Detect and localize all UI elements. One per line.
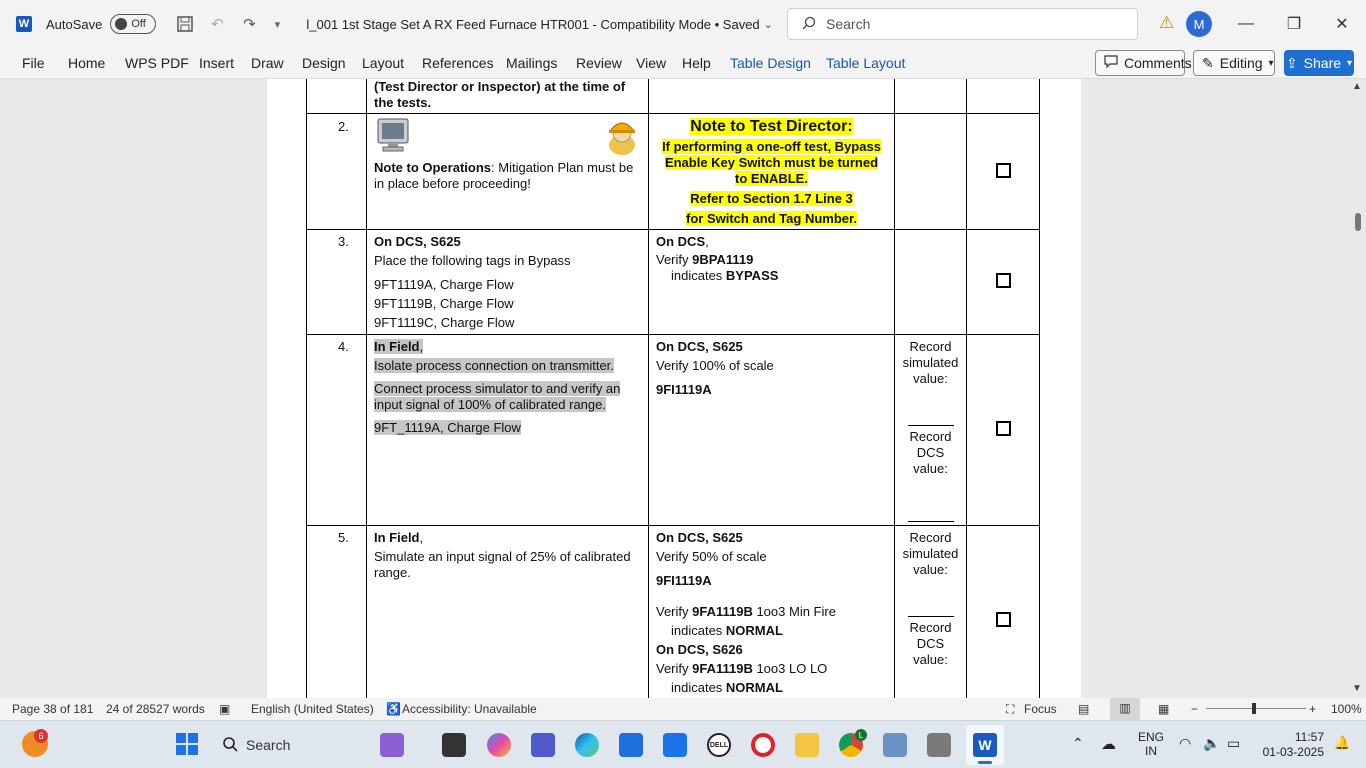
director-note-line: If performing a one-off test, Bypass <box>662 139 881 154</box>
scroll-thumb[interactable] <box>1355 213 1361 231</box>
row2-action <box>374 160 642 192</box>
tab-insert[interactable]: Insert <box>199 55 235 71</box>
comments-label: Comments <box>1124 55 1192 71</box>
table-col-divider <box>648 79 649 698</box>
table-border-right <box>1039 79 1040 698</box>
director-note-line: for Switch and Tag Number. <box>686 211 857 226</box>
web-layout-icon[interactable]: ▦ <box>1158 702 1170 716</box>
proofing-icon[interactable]: ▣ <box>219 702 231 716</box>
status-bar <box>0 698 1366 720</box>
verify-prefix: Verify <box>656 604 693 619</box>
action-line: Isolate process connection on transmitter. <box>374 358 614 373</box>
chevron-down-icon: ▾ <box>1268 57 1274 69</box>
action-line: range. <box>374 565 411 580</box>
row-number: 5. <box>338 530 349 545</box>
zoom-out-icon[interactable]: − <box>1191 702 1199 716</box>
row-number: 2. <box>338 119 349 134</box>
director-note-line: to ENABLE. <box>735 171 808 186</box>
row-number: 3. <box>338 234 349 249</box>
autosave-state: Off <box>131 18 146 30</box>
battery-icon[interactable]: ▭ <box>1227 735 1241 751</box>
row2-verify <box>655 118 888 227</box>
record-label: Record <box>909 530 952 545</box>
vertical-scrollbar[interactable] <box>1350 79 1366 698</box>
note-to-test-director-title: Note to Test Director: <box>690 118 853 135</box>
store-icon[interactable] <box>619 733 643 757</box>
notifications-bell-icon[interactable]: 🔔 <box>1334 735 1351 750</box>
focus-icon: ⛶ <box>1006 702 1015 716</box>
row4-action: In Field, Isolate process connection on transmitter. Connect process simulator to and verify an input signal of 100% of calibrated range. 9FT_1119A, Charge Flow <box>374 339 621 435</box>
step-checkbox[interactable] <box>996 612 1011 627</box>
verify-tag: 9FI1119A <box>656 382 712 397</box>
share-label: Share <box>1303 55 1342 71</box>
row5-verify <box>656 530 888 696</box>
title-chevron-down-icon[interactable]: ⌄ <box>763 18 773 31</box>
volume-icon[interactable]: 🔈 <box>1203 735 1221 751</box>
word-count[interactable]: 24 of 28527 words <box>106 702 205 716</box>
avatar[interactable]: M <box>1186 11 1212 37</box>
row-number: 4. <box>338 339 349 354</box>
network-app-icon[interactable] <box>883 733 907 757</box>
tab-home[interactable]: Home <box>68 55 106 71</box>
table-col-divider <box>966 79 967 698</box>
edge-icon[interactable] <box>575 733 599 757</box>
verify-suffix: 1oo3 Min Fire <box>752 604 836 619</box>
tab-file[interactable]: File <box>22 55 45 71</box>
date: 01-03-2025 <box>1262 745 1324 759</box>
document-area[interactable] <box>0 79 1366 698</box>
tag-line: 9FT1119B, Charge Flow <box>374 296 514 311</box>
teams-icon[interactable] <box>531 733 555 757</box>
table-col-divider <box>366 79 367 698</box>
row3-action <box>374 234 642 331</box>
undo-icon[interactable]: ↶ <box>211 16 224 33</box>
record-label: DCS <box>916 445 945 460</box>
director-note-line: Enable Key Switch must be turned <box>664 155 879 170</box>
maximize-icon[interactable]: ❐ <box>1286 16 1302 33</box>
tab-table-design[interactable]: Table Design <box>730 55 811 71</box>
computer-monitor-icon <box>375 117 411 156</box>
verify-state: BYPASS <box>725 268 779 283</box>
record-label: Record <box>909 620 952 635</box>
verify-title: On DCS, S626 <box>656 642 743 657</box>
step-checkbox[interactable] <box>996 421 1011 436</box>
director-note-line: Refer to Section 1.7 Line 3 <box>690 191 853 206</box>
hard-hat-worker-icon <box>603 115 641 160</box>
minimize-icon[interactable]: — <box>1238 15 1254 32</box>
remote-app-icon[interactable] <box>663 733 687 757</box>
note-to-operations-label: Note to Operations <box>374 160 492 175</box>
focus-mode[interactable]: Focus <box>1024 702 1057 716</box>
verify-state: NORMAL <box>725 680 783 695</box>
record-dcs-value <box>896 429 965 477</box>
verify-prefix: indicates <box>671 623 726 638</box>
share-button[interactable] <box>1284 50 1354 76</box>
copilot-icon[interactable] <box>487 733 511 757</box>
ribbon <box>0 48 1366 79</box>
verify-title: On DCS, S625 <box>656 339 743 354</box>
language-code: ENG <box>1138 730 1165 744</box>
table-col-divider <box>894 79 895 698</box>
clock[interactable] <box>1258 730 1324 760</box>
photos-app-icon[interactable] <box>380 733 404 757</box>
record-label: value: <box>913 562 948 577</box>
customize-qat-icon[interactable]: ▾ <box>274 18 281 31</box>
tag-line: 9FT_1119A, Charge Flow <box>374 420 521 435</box>
record-label: simulated <box>902 355 959 370</box>
table-border-left <box>306 79 307 698</box>
action-title: On DCS, S625 <box>374 234 461 249</box>
verify-suffix: 1oo3 LO LO <box>752 661 828 676</box>
action-title: In Field <box>374 339 420 354</box>
taskbar <box>0 720 1366 768</box>
record-dcs-value <box>896 620 965 668</box>
taskbar-search-label: Search <box>246 737 291 753</box>
record-label: simulated <box>902 546 959 561</box>
language-indicator[interactable]: English (United States) <box>251 702 374 716</box>
autosave-toggle[interactable] <box>110 14 156 34</box>
action-line: Place the following tags in Bypass <box>374 253 571 268</box>
verify-title: On DCS <box>656 234 706 249</box>
toggle-knob-icon <box>115 18 127 30</box>
device-app-icon[interactable] <box>927 733 951 757</box>
title-bar <box>0 0 1366 48</box>
dell-icon[interactable]: DELL <box>707 733 731 757</box>
editing-label: Editing <box>1219 55 1263 71</box>
record-simulated-value <box>896 530 965 578</box>
search-input[interactable] <box>787 8 1138 40</box>
warning-icon[interactable]: ⚠ <box>1159 13 1175 32</box>
input-language[interactable] <box>1138 730 1164 758</box>
table-row-divider <box>306 229 1040 230</box>
verify-tag: 9FI1119A <box>656 573 712 588</box>
record-label: DCS <box>916 636 945 651</box>
tab-design[interactable]: Design <box>302 55 346 71</box>
record-label: value: <box>913 371 948 386</box>
document-page[interactable] <box>267 79 1081 698</box>
tab-mailings[interactable]: Mailings <box>506 55 558 71</box>
verify-prefix: indicates <box>671 680 726 695</box>
zoom-slider[interactable] <box>1206 708 1306 709</box>
onedrive-icon[interactable]: ☁ <box>1101 736 1116 753</box>
accessibility-status[interactable]: Accessibility: Unavailable <box>402 702 537 716</box>
verify-prefix: indicates <box>671 268 726 283</box>
table-row-divider <box>306 334 1040 335</box>
start-windows-icon[interactable] <box>176 733 198 755</box>
word-logo-icon: W <box>16 16 32 32</box>
scroll-up-icon[interactable]: ▲ <box>1352 81 1362 92</box>
step-checkbox[interactable] <box>996 273 1011 288</box>
verify-line: Verify 50% of scale <box>656 549 767 564</box>
action-line: Connect process simulator to and verify an <box>374 381 621 396</box>
chrome-profile-badge: L <box>855 729 867 741</box>
row3-verify: On DCS, Verify 9BPA1119 indicates BYPASS <box>656 234 779 283</box>
opera-icon[interactable] <box>751 733 775 757</box>
row4-verify <box>656 339 888 398</box>
verify-prefix: Verify <box>656 661 693 676</box>
document-title[interactable]: l_001 1st Stage Set A RX Feed Furnace HTR001 - Compatibility Mode • Saved <box>306 16 760 32</box>
row1-action-text: (Test Director or Inspector) at the time of the tests. <box>374 79 626 110</box>
redo-icon[interactable]: ↷ <box>243 16 256 33</box>
tag-line: 9FT1119A, Charge Flow <box>374 277 514 292</box>
record-simulated-value <box>896 339 965 387</box>
record-blank-line[interactable] <box>908 521 954 522</box>
share-icon: ⇪ <box>1285 54 1298 71</box>
record-blank-line[interactable] <box>908 425 954 426</box>
comment-icon <box>1104 55 1118 71</box>
accessibility-icon: ♿ <box>386 702 401 716</box>
print-layout-icon[interactable]: ▥ <box>1110 698 1140 720</box>
tab-references[interactable]: References <box>422 55 494 71</box>
word-taskbar-icon[interactable]: W <box>966 725 1004 765</box>
tag-line: 9FT1119C, Charge Flow <box>374 315 515 330</box>
record-label: Record <box>909 429 952 444</box>
autosave-label: AutoSave <box>46 16 103 32</box>
tab-wps-pdf[interactable]: WPS PDF <box>125 55 189 71</box>
tab-layout[interactable]: Layout <box>362 55 405 71</box>
tab-table-layout[interactable]: Table Layout <box>826 55 906 71</box>
zoom-in-icon[interactable]: + <box>1309 702 1317 716</box>
terminal-app-icon[interactable] <box>442 733 466 757</box>
record-label: Record <box>909 339 952 354</box>
time: 11:57 <box>1294 730 1324 744</box>
zoom-slider-thumb[interactable] <box>1252 703 1256 714</box>
taskbar-search[interactable] <box>212 731 370 759</box>
verify-tag: 9BPA1119 <box>692 252 754 267</box>
page-count[interactable]: Page 38 of 181 <box>12 702 94 716</box>
table-row-divider <box>306 525 1040 526</box>
record-label: value: <box>913 652 948 667</box>
search-placeholder: Search <box>826 16 871 32</box>
action-line: Simulate an input signal of 25% of calibrated <box>374 549 631 564</box>
editing-mode-button[interactable] <box>1193 50 1275 76</box>
row5-action: In Field, Simulate an input signal of 25% of calibrated range. <box>374 530 642 581</box>
verify-line: Verify 100% of scale <box>656 358 774 373</box>
record-blank-line[interactable] <box>908 616 954 617</box>
tab-review[interactable]: Review <box>576 55 622 71</box>
file-explorer-icon[interactable] <box>795 733 819 757</box>
scroll-down-icon[interactable]: ▼ <box>1352 683 1362 694</box>
verify-prefix: Verify <box>656 252 693 267</box>
step-checkbox[interactable] <box>996 163 1011 178</box>
close-icon[interactable]: ✕ <box>1335 16 1349 33</box>
note-to-operations-text: : Mitigation Plan must be in place before proceeding! <box>374 160 634 191</box>
region-code: IN <box>1145 744 1157 758</box>
wifi-icon[interactable]: ◠ <box>1179 735 1192 751</box>
search-icon <box>802 16 816 33</box>
zoom-level[interactable]: 100% <box>1331 702 1362 716</box>
tab-help[interactable]: Help <box>682 55 711 71</box>
tab-draw[interactable]: Draw <box>251 55 284 71</box>
tab-view[interactable]: View <box>636 55 667 71</box>
verify-tag: 9FA1119B <box>692 604 753 619</box>
read-mode-icon[interactable]: ▤ <box>1078 702 1090 716</box>
comments-button[interactable] <box>1095 50 1192 76</box>
verify-title: On DCS, S625 <box>656 530 743 545</box>
verify-tag: 9FA1119B <box>692 661 753 676</box>
save-icon[interactable] <box>174 13 196 35</box>
table-row-divider <box>306 113 1040 114</box>
action-title: In Field <box>374 530 420 545</box>
record-label: value: <box>913 461 948 476</box>
search-icon <box>222 736 238 755</box>
share-chevron-icon: ▾ <box>1347 57 1353 69</box>
tray-chevron-up-icon[interactable]: ⌃ <box>1072 735 1084 751</box>
verify-state: NORMAL <box>725 623 783 638</box>
notification-badge: 6 <box>34 729 48 743</box>
pencil-icon: ✎ <box>1202 54 1214 71</box>
action-line: input signal of 100% of calibrated range. <box>374 397 606 412</box>
